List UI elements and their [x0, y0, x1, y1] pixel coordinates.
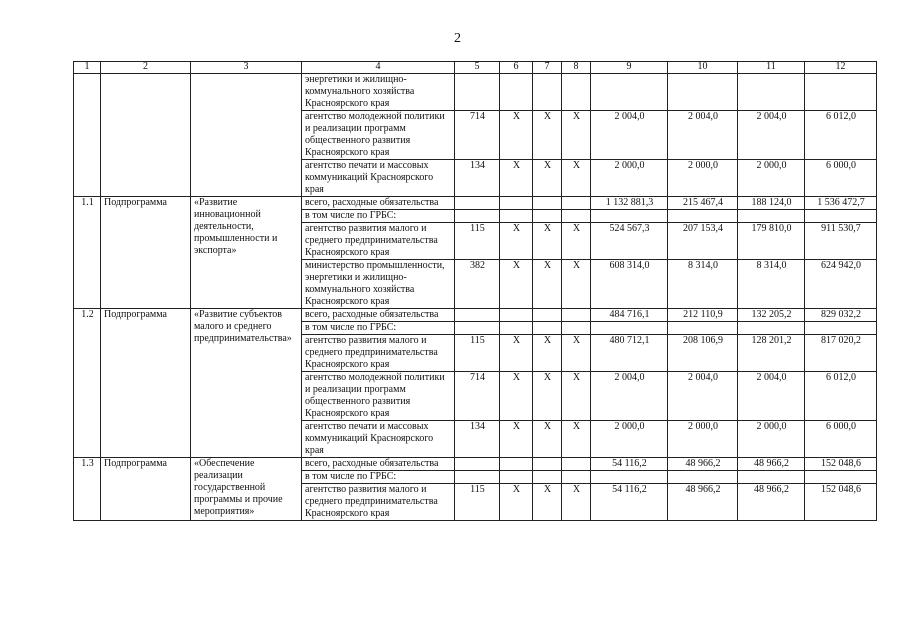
empty-cell	[668, 322, 738, 335]
column-number: 4	[302, 62, 455, 74]
empty-cell	[805, 471, 877, 484]
grbs-code: 714	[455, 111, 500, 160]
csr-code: Х	[533, 484, 562, 521]
program-status: Подпрограмма	[101, 458, 191, 521]
rzpr-code: Х	[500, 421, 533, 458]
vr-code: Х	[562, 421, 591, 458]
amount-year2	[668, 74, 738, 111]
grbs-name: агентство молодежной политики и реализации программ общественного развития Красноярского края	[302, 372, 455, 421]
row-number	[74, 74, 101, 197]
csr-code	[533, 458, 562, 471]
vr-code: Х	[562, 372, 591, 421]
program-name: «Развитие субъектов малого и среднего предпринимательства»	[191, 309, 302, 458]
grbs-code: 115	[455, 335, 500, 372]
total-label: всего, расходные обязательства	[302, 458, 455, 471]
empty-cell	[562, 471, 591, 484]
rzpr-code: Х	[500, 372, 533, 421]
grbs-code: 714	[455, 372, 500, 421]
column-number: 9	[591, 62, 668, 74]
program-name: «Развитие инновационной деятельности, промышленности и экспорта»	[191, 197, 302, 309]
column-number: 7	[533, 62, 562, 74]
amount-year2: 2 004,0	[668, 372, 738, 421]
grbs-code: 115	[455, 484, 500, 521]
empty-cell	[562, 210, 591, 223]
amount-year2: 212 110,9	[668, 309, 738, 322]
amount-year1: 1 132 881,3	[591, 197, 668, 210]
page-number: 2	[454, 31, 461, 46]
grbs-name: агентство молодежной политики и реализации программ общественного развития Красноярского края	[302, 111, 455, 160]
rzpr-code: Х	[500, 111, 533, 160]
empty-cell	[533, 322, 562, 335]
grbs-name: агентство печати и массовых коммуникаций Красноярского края	[302, 421, 455, 458]
amount-year3: 2 004,0	[738, 372, 805, 421]
program-name: «Обеспечение реализации государственной программы и прочие мероприятия»	[191, 458, 302, 521]
table-row	[74, 197, 877, 210]
grbs-name: агентство печати и массовых коммуникаций Красноярского края	[302, 160, 455, 197]
amount-year3	[738, 74, 805, 111]
column-number: 8	[562, 62, 591, 74]
amount-total: 6 000,0	[805, 160, 877, 197]
amount-year1	[591, 74, 668, 111]
amount-year3: 132 205,2	[738, 309, 805, 322]
vr-code: Х	[562, 484, 591, 521]
grbs-name: агентство развития малого и среднего предпринимательства Красноярского края	[302, 223, 455, 260]
grbs-name: агентство развития малого и среднего предпринимательства Красноярского края	[302, 335, 455, 372]
column-number: 6	[500, 62, 533, 74]
empty-cell	[591, 322, 668, 335]
amount-year1: 524 567,3	[591, 223, 668, 260]
amount-year3: 2 000,0	[738, 160, 805, 197]
column-number: 12	[805, 62, 877, 74]
grbs-name: агентство развития малого и среднего предпринимательства Красноярского края	[302, 484, 455, 521]
total-label: всего, расходные обязательства	[302, 309, 455, 322]
row-number: 1.1	[74, 197, 101, 309]
grbs-name: министерство промышленности, энергетики и жилищно-коммунального хозяйства Красноярского края	[302, 260, 455, 309]
vr-code: Х	[562, 111, 591, 160]
vr-code	[562, 197, 591, 210]
grbs-code	[455, 309, 500, 322]
amount-year3: 48 966,2	[738, 484, 805, 521]
column-number: 11	[738, 62, 805, 74]
vr-code: Х	[562, 335, 591, 372]
csr-code: Х	[533, 160, 562, 197]
vr-code: Х	[562, 260, 591, 309]
empty-cell	[533, 471, 562, 484]
rzpr-code	[500, 74, 533, 111]
including-label: в том числе по ГРБС:	[302, 322, 455, 335]
grbs-code: 382	[455, 260, 500, 309]
amount-year2: 48 966,2	[668, 484, 738, 521]
grbs-name: энергетики и жилищно-коммунального хозяйства Красноярского края	[302, 74, 455, 111]
grbs-code: 134	[455, 160, 500, 197]
empty-cell	[455, 210, 500, 223]
program-status: Подпрограмма	[101, 309, 191, 458]
table-row	[74, 458, 877, 471]
csr-code	[533, 197, 562, 210]
empty-cell	[455, 322, 500, 335]
amount-year1: 484 716,1	[591, 309, 668, 322]
total-label: всего, расходные обязательства	[302, 197, 455, 210]
rzpr-code: Х	[500, 260, 533, 309]
amount-year1: 2 004,0	[591, 111, 668, 160]
empty-cell	[591, 210, 668, 223]
csr-code	[533, 309, 562, 322]
csr-code: Х	[533, 372, 562, 421]
empty-cell	[591, 471, 668, 484]
table-body	[74, 62, 877, 521]
csr-code: Х	[533, 223, 562, 260]
amount-year1: 2 000,0	[591, 160, 668, 197]
amount-year2: 48 966,2	[668, 458, 738, 471]
table-row	[74, 309, 877, 322]
csr-code: Х	[533, 111, 562, 160]
vr-code: Х	[562, 160, 591, 197]
amount-year1: 2 004,0	[591, 372, 668, 421]
amount-total: 6 012,0	[805, 111, 877, 160]
grbs-code: 115	[455, 223, 500, 260]
rzpr-code	[500, 309, 533, 322]
amount-year3: 2 000,0	[738, 421, 805, 458]
program-status	[101, 74, 191, 197]
amount-year3: 2 004,0	[738, 111, 805, 160]
column-number: 1	[74, 62, 101, 74]
amount-total: 152 048,6	[805, 484, 877, 521]
amount-year1: 480 712,1	[591, 335, 668, 372]
amount-year2: 207 153,4	[668, 223, 738, 260]
column-number: 5	[455, 62, 500, 74]
empty-cell	[533, 210, 562, 223]
csr-code	[533, 74, 562, 111]
empty-cell	[738, 471, 805, 484]
empty-cell	[500, 471, 533, 484]
amount-year2: 2 004,0	[668, 111, 738, 160]
row-number: 1.2	[74, 309, 101, 458]
table-row	[74, 74, 877, 111]
empty-cell	[805, 322, 877, 335]
amount-year3: 179 810,0	[738, 223, 805, 260]
amount-total: 911 530,7	[805, 223, 877, 260]
amount-year3: 8 314,0	[738, 260, 805, 309]
vr-code	[562, 74, 591, 111]
grbs-code: 134	[455, 421, 500, 458]
amount-year3: 128 201,2	[738, 335, 805, 372]
amount-total: 6 012,0	[805, 372, 877, 421]
empty-cell	[455, 471, 500, 484]
budget-table	[73, 61, 877, 521]
vr-code	[562, 458, 591, 471]
amount-year2: 215 467,4	[668, 197, 738, 210]
empty-cell	[500, 210, 533, 223]
rzpr-code	[500, 197, 533, 210]
amount-year2: 2 000,0	[668, 421, 738, 458]
empty-cell	[805, 210, 877, 223]
empty-cell	[738, 322, 805, 335]
csr-code: Х	[533, 421, 562, 458]
rzpr-code: Х	[500, 223, 533, 260]
rzpr-code: Х	[500, 160, 533, 197]
row-number: 1.3	[74, 458, 101, 521]
column-number: 10	[668, 62, 738, 74]
column-number-row	[74, 62, 877, 74]
amount-year1: 608 314,0	[591, 260, 668, 309]
csr-code: Х	[533, 260, 562, 309]
amount-year1: 54 116,2	[591, 484, 668, 521]
amount-total: 829 032,2	[805, 309, 877, 322]
amount-total: 624 942,0	[805, 260, 877, 309]
grbs-code	[455, 458, 500, 471]
rzpr-code: Х	[500, 335, 533, 372]
csr-code: Х	[533, 335, 562, 372]
vr-code	[562, 309, 591, 322]
empty-cell	[738, 210, 805, 223]
amount-total: 817 020,2	[805, 335, 877, 372]
amount-total	[805, 74, 877, 111]
empty-cell	[562, 322, 591, 335]
amount-year2: 208 106,9	[668, 335, 738, 372]
amount-year1: 54 116,2	[591, 458, 668, 471]
grbs-code	[455, 74, 500, 111]
empty-cell	[500, 322, 533, 335]
empty-cell	[668, 471, 738, 484]
column-number: 3	[191, 62, 302, 74]
program-name	[191, 74, 302, 197]
program-status: Подпрограмма	[101, 197, 191, 309]
amount-total: 152 048,6	[805, 458, 877, 471]
including-label: в том числе по ГРБС:	[302, 471, 455, 484]
vr-code: Х	[562, 223, 591, 260]
amount-total: 1 536 472,7	[805, 197, 877, 210]
amount-year1: 2 000,0	[591, 421, 668, 458]
rzpr-code: Х	[500, 484, 533, 521]
column-number: 2	[101, 62, 191, 74]
amount-year3: 188 124,0	[738, 197, 805, 210]
amount-year2: 2 000,0	[668, 160, 738, 197]
including-label: в том числе по ГРБС:	[302, 210, 455, 223]
amount-year2: 8 314,0	[668, 260, 738, 309]
rzpr-code	[500, 458, 533, 471]
empty-cell	[668, 210, 738, 223]
grbs-code	[455, 197, 500, 210]
amount-year3: 48 966,2	[738, 458, 805, 471]
amount-total: 6 000,0	[805, 421, 877, 458]
